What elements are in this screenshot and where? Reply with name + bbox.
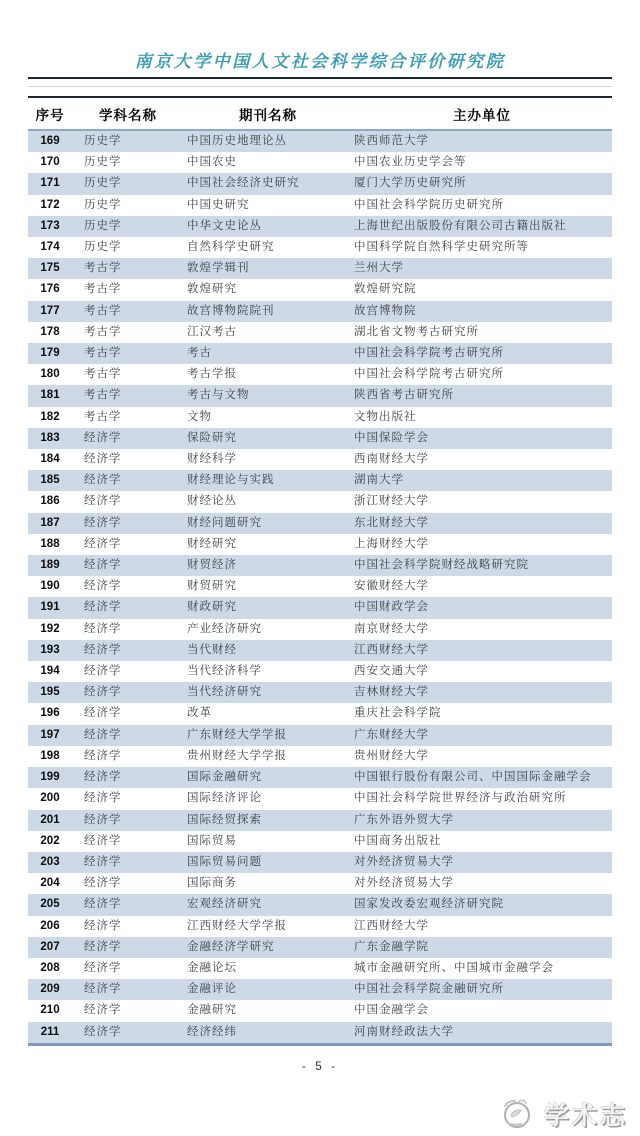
cell-journal: 金融经济学研究 bbox=[187, 940, 275, 953]
cell-journal: 当代经济研究 bbox=[187, 686, 262, 699]
cell-no: 210 bbox=[40, 1004, 60, 1017]
cell-no: 198 bbox=[40, 749, 60, 762]
cell-organizer: 陕西师范大学 bbox=[354, 135, 429, 147]
table-row bbox=[28, 301, 612, 322]
cell-journal: 财经问题研究 bbox=[187, 516, 262, 529]
table-row bbox=[28, 470, 612, 491]
table-row bbox=[28, 279, 612, 300]
cell-discipline: 经济学 bbox=[84, 453, 122, 466]
cell-discipline: 经济学 bbox=[84, 1004, 122, 1017]
table-row bbox=[28, 725, 612, 746]
table-row bbox=[28, 173, 612, 194]
title-divider bbox=[28, 77, 612, 79]
cell-organizer: 陕西省考古研究所 bbox=[354, 389, 454, 402]
cell-no: 173 bbox=[40, 219, 60, 232]
cell-journal: 江汉考古 bbox=[187, 325, 237, 338]
cell-journal: 经济经纬 bbox=[187, 1025, 237, 1038]
cell-no: 180 bbox=[40, 368, 60, 381]
cell-journal: 中国农史 bbox=[187, 156, 237, 169]
cell-organizer: 中国社会科学院财经战略研究院 bbox=[354, 559, 529, 572]
cell-no: 193 bbox=[40, 643, 60, 656]
cell-no: 196 bbox=[40, 707, 60, 720]
cell-discipline: 考古学 bbox=[84, 410, 122, 423]
cell-journal: 财经科学 bbox=[187, 453, 237, 466]
cell-organizer: 江西财经大学 bbox=[354, 643, 429, 656]
cell-organizer: 湖北省文物考古研究所 bbox=[354, 325, 479, 338]
cell-no: 181 bbox=[40, 389, 60, 402]
column-header-discipline: 学科名称 bbox=[72, 97, 184, 130]
cell-discipline: 经济学 bbox=[84, 665, 122, 678]
cell-discipline: 历史学 bbox=[84, 241, 122, 254]
cell-no: 183 bbox=[40, 431, 60, 444]
cell-no: 195 bbox=[40, 686, 60, 699]
table-row bbox=[28, 619, 612, 640]
table-row bbox=[28, 258, 612, 279]
table-row bbox=[28, 937, 612, 958]
table-row bbox=[28, 788, 612, 809]
cell-discipline: 考古学 bbox=[84, 347, 122, 360]
cell-discipline: 经济学 bbox=[84, 877, 122, 890]
table-row bbox=[28, 703, 612, 724]
cell-journal: 考古与文物 bbox=[187, 389, 250, 402]
cell-no: 194 bbox=[40, 665, 60, 678]
cell-journal: 故宫博物院院刊 bbox=[187, 304, 275, 317]
table-row bbox=[28, 640, 612, 661]
cell-organizer: 文物出版社 bbox=[354, 410, 417, 423]
cell-organizer: 中国农业历史学会等 bbox=[354, 156, 467, 169]
cell-journal: 财经理论与实践 bbox=[187, 474, 275, 487]
table-row bbox=[28, 979, 612, 1000]
cell-discipline: 经济学 bbox=[84, 961, 122, 974]
table-body bbox=[28, 130, 612, 1044]
table-row bbox=[28, 555, 612, 576]
cell-organizer: 湖南大学 bbox=[354, 474, 404, 487]
cell-organizer: 西安交通大学 bbox=[354, 665, 429, 678]
cell-organizer: 对外经济贸易大学 bbox=[354, 855, 454, 868]
cell-organizer: 浙江财经大学 bbox=[354, 495, 429, 508]
cell-discipline: 经济学 bbox=[84, 1025, 122, 1038]
cell-discipline: 经济学 bbox=[84, 643, 122, 656]
cell-organizer: 东北财经大学 bbox=[354, 516, 429, 529]
cell-no: 192 bbox=[40, 622, 60, 635]
table-header bbox=[28, 97, 612, 130]
cell-organizer: 中国社会科学院世界经济与政治研究所 bbox=[354, 792, 567, 805]
cell-no: 172 bbox=[40, 198, 60, 211]
cell-organizer: 南京财经大学 bbox=[354, 622, 429, 635]
table-row bbox=[28, 130, 612, 152]
cell-organizer: 江西财经大学 bbox=[354, 919, 429, 932]
table-row bbox=[28, 513, 612, 534]
cell-organizer: 城市金融研究所、中国城市金融学会 bbox=[354, 961, 554, 974]
cell-organizer: 中国金融学会 bbox=[354, 1004, 429, 1017]
cell-organizer: 安徽财经大学 bbox=[354, 580, 429, 593]
cell-discipline: 经济学 bbox=[84, 919, 122, 932]
column-header-journal: 期刊名称 bbox=[184, 97, 352, 130]
cell-organizer: 对外经济贸易大学 bbox=[354, 877, 454, 890]
cell-journal: 文物 bbox=[187, 410, 212, 423]
cell-no: 178 bbox=[40, 325, 60, 338]
cell-journal: 国际金融研究 bbox=[187, 771, 262, 784]
cell-no: 199 bbox=[40, 771, 60, 784]
cell-journal: 金融研究 bbox=[187, 1004, 237, 1017]
cell-organizer: 中国商务出版社 bbox=[354, 834, 442, 847]
cell-discipline: 经济学 bbox=[84, 431, 122, 444]
cell-journal: 金融论坛 bbox=[187, 961, 237, 974]
table-row bbox=[28, 385, 612, 406]
cell-discipline: 经济学 bbox=[84, 898, 122, 911]
cell-discipline: 考古学 bbox=[84, 389, 122, 402]
cell-organizer: 中国财政学会 bbox=[354, 601, 429, 614]
cell-organizer: 中国银行股份有限公司、中国国际金融学会 bbox=[354, 771, 592, 784]
cell-no: 197 bbox=[40, 728, 60, 741]
cell-discipline: 经济学 bbox=[84, 537, 122, 550]
cell-no: 174 bbox=[40, 241, 60, 254]
cell-journal: 国际经贸探索 bbox=[187, 813, 262, 826]
cell-journal: 财经论丛 bbox=[187, 495, 237, 508]
cell-organizer: 中国保险学会 bbox=[354, 431, 429, 444]
cell-discipline: 考古学 bbox=[84, 325, 122, 338]
cell-no: 189 bbox=[40, 559, 60, 572]
cell-no: 204 bbox=[40, 877, 60, 890]
cell-no: 179 bbox=[40, 347, 60, 360]
cell-organizer: 广东金融学院 bbox=[354, 940, 429, 953]
cell-no: 205 bbox=[40, 898, 60, 911]
cell-discipline: 经济学 bbox=[84, 940, 122, 953]
cell-journal: 自然科学史研究 bbox=[187, 241, 275, 254]
page-title: 南京大学中国人文社会科学综合评价研究院 bbox=[134, 52, 506, 71]
cell-journal: 中国历史地理论丛 bbox=[187, 135, 287, 147]
table-row bbox=[28, 534, 612, 555]
table-row bbox=[28, 958, 612, 979]
cell-discipline: 经济学 bbox=[84, 559, 122, 572]
cell-organizer: 中国社会科学院历史研究所 bbox=[354, 198, 504, 211]
cell-organizer: 中国社会科学院金融研究所 bbox=[354, 983, 504, 996]
cell-journal: 财贸经济 bbox=[187, 559, 237, 572]
cell-no: 169 bbox=[40, 135, 60, 147]
cell-discipline: 历史学 bbox=[84, 156, 122, 169]
cell-organizer: 厦门大学历史研究所 bbox=[354, 177, 467, 190]
watermark bbox=[499, 1096, 628, 1132]
cell-organizer: 中国社会科学院考古研究所 bbox=[354, 368, 504, 381]
cell-journal: 宏观经济研究 bbox=[187, 898, 262, 911]
column-header-no: 序号 bbox=[28, 97, 72, 130]
cell-discipline: 考古学 bbox=[84, 262, 122, 275]
cell-no: 187 bbox=[40, 516, 60, 529]
cell-no: 170 bbox=[40, 156, 60, 169]
cell-journal: 国际贸易问题 bbox=[187, 855, 262, 868]
table-row bbox=[28, 491, 612, 512]
table-row bbox=[28, 576, 612, 597]
page-number: - 5 - bbox=[301, 1058, 339, 1073]
cell-discipline: 经济学 bbox=[84, 707, 122, 720]
cell-discipline: 经济学 bbox=[84, 983, 122, 996]
cell-discipline: 经济学 bbox=[84, 622, 122, 635]
cell-journal: 财经研究 bbox=[187, 537, 237, 550]
table-row bbox=[28, 746, 612, 767]
cell-journal: 财政研究 bbox=[187, 601, 237, 614]
cell-organizer: 河南财经政法大学 bbox=[354, 1025, 454, 1038]
table-header-row bbox=[28, 97, 612, 130]
cell-no: 209 bbox=[40, 983, 60, 996]
xueshuzhi-logo-icon bbox=[499, 1096, 535, 1132]
cell-journal: 保险研究 bbox=[187, 431, 237, 444]
cell-journal: 产业经济研究 bbox=[187, 622, 262, 635]
cell-no: 184 bbox=[40, 453, 60, 466]
cell-no: 175 bbox=[40, 262, 60, 275]
table-row bbox=[28, 661, 612, 682]
table-row bbox=[28, 407, 612, 428]
cell-no: 188 bbox=[40, 537, 60, 550]
cell-discipline: 经济学 bbox=[84, 855, 122, 868]
cell-organizer: 贵州财经大学 bbox=[354, 749, 429, 762]
cell-no: 208 bbox=[40, 961, 60, 974]
cell-discipline: 考古学 bbox=[84, 368, 122, 381]
table-row bbox=[28, 364, 612, 385]
cell-discipline: 经济学 bbox=[84, 749, 122, 762]
cell-discipline: 历史学 bbox=[84, 177, 122, 190]
cell-discipline: 经济学 bbox=[84, 771, 122, 784]
cell-journal: 考古学报 bbox=[187, 368, 237, 381]
cell-journal: 财贸研究 bbox=[187, 580, 237, 593]
cell-organizer: 敦煌研究院 bbox=[354, 283, 417, 296]
cell-no: 207 bbox=[40, 940, 60, 953]
table-row bbox=[28, 343, 612, 364]
cell-journal: 广东财经大学学报 bbox=[187, 728, 287, 741]
table-row bbox=[28, 767, 612, 788]
cell-journal: 当代财经 bbox=[187, 643, 237, 656]
cell-no: 201 bbox=[40, 813, 60, 826]
cell-no: 211 bbox=[40, 1025, 60, 1038]
table-row bbox=[28, 597, 612, 618]
table-row bbox=[28, 852, 612, 873]
cell-journal: 中华文史论丛 bbox=[187, 219, 262, 232]
cell-no: 202 bbox=[40, 834, 60, 847]
cell-discipline: 经济学 bbox=[84, 834, 122, 847]
cell-organizer: 上海世纪出版股份有限公司古籍出版社 bbox=[354, 219, 567, 232]
cell-organizer: 广东外语外贸大学 bbox=[354, 813, 454, 826]
cell-organizer: 广东财经大学 bbox=[354, 728, 429, 741]
cell-no: 182 bbox=[40, 410, 60, 423]
cell-journal: 国际经济评论 bbox=[187, 792, 262, 805]
cell-organizer: 西南财经大学 bbox=[354, 453, 429, 466]
table-row bbox=[28, 810, 612, 831]
cell-journal: 考古 bbox=[187, 347, 212, 360]
cell-journal: 金融评论 bbox=[187, 983, 237, 996]
cell-journal: 敦煌研究 bbox=[187, 283, 237, 296]
cell-organizer: 故宫博物院 bbox=[354, 304, 417, 317]
cell-journal: 国际贸易 bbox=[187, 834, 237, 847]
cell-journal: 改革 bbox=[187, 707, 212, 720]
cell-journal: 中国史研究 bbox=[187, 198, 250, 211]
cell-no: 186 bbox=[40, 495, 60, 508]
table-row bbox=[28, 1000, 612, 1021]
table-row bbox=[28, 152, 612, 173]
cell-discipline: 经济学 bbox=[84, 728, 122, 741]
table-row bbox=[28, 216, 612, 237]
cell-discipline: 考古学 bbox=[84, 283, 122, 296]
table-row bbox=[28, 322, 612, 343]
table-row bbox=[28, 237, 612, 258]
cell-discipline: 经济学 bbox=[84, 580, 122, 593]
cell-no: 191 bbox=[40, 601, 60, 614]
cell-organizer: 重庆社会科学院 bbox=[354, 707, 442, 720]
cell-discipline: 考古学 bbox=[84, 304, 122, 317]
cell-journal: 国际商务 bbox=[187, 877, 237, 890]
cell-no: 200 bbox=[40, 792, 60, 805]
cell-discipline: 经济学 bbox=[84, 813, 122, 826]
table-row bbox=[28, 831, 612, 852]
cell-journal: 江西财经大学学报 bbox=[187, 919, 287, 932]
cell-no: 185 bbox=[40, 474, 60, 487]
table-row bbox=[28, 873, 612, 894]
cell-journal: 当代经济科学 bbox=[187, 665, 262, 678]
cell-no: 206 bbox=[40, 919, 60, 932]
cell-discipline: 经济学 bbox=[84, 792, 122, 805]
cell-no: 176 bbox=[40, 283, 60, 296]
cell-discipline: 历史学 bbox=[84, 219, 122, 232]
cell-no: 171 bbox=[40, 177, 60, 190]
cell-no: 177 bbox=[40, 304, 60, 317]
table-row bbox=[28, 916, 612, 937]
table-row bbox=[28, 428, 612, 449]
cell-journal: 敦煌学辑刊 bbox=[187, 262, 250, 275]
column-header-organizer: 主办单位 bbox=[352, 97, 612, 130]
cell-discipline: 历史学 bbox=[84, 198, 122, 211]
cell-discipline: 经济学 bbox=[84, 495, 122, 508]
table-top-divider bbox=[28, 86, 612, 87]
table-row bbox=[28, 449, 612, 470]
cell-discipline: 经济学 bbox=[84, 686, 122, 699]
cell-no: 203 bbox=[40, 855, 60, 868]
cell-journal: 贵州财经大学学报 bbox=[187, 749, 287, 762]
cell-discipline: 经济学 bbox=[84, 516, 122, 529]
journal-table bbox=[28, 96, 612, 1046]
cell-discipline: 经济学 bbox=[84, 474, 122, 487]
cell-journal: 中国社会经济史研究 bbox=[187, 177, 300, 190]
cell-organizer: 兰州大学 bbox=[354, 262, 404, 275]
cell-organizer: 上海财经大学 bbox=[354, 537, 429, 550]
cell-organizer: 吉林财经大学 bbox=[354, 686, 429, 699]
cell-organizer: 中国科学院自然科学史研究所等 bbox=[354, 241, 529, 254]
cell-organizer: 国家发改委宏观经济研究院 bbox=[354, 898, 504, 911]
cell-discipline: 历史学 bbox=[84, 135, 122, 147]
watermark-text: 学术志 bbox=[543, 1102, 628, 1130]
cell-no: 190 bbox=[40, 580, 60, 593]
table-row bbox=[28, 894, 612, 915]
cell-organizer: 中国社会科学院考古研究所 bbox=[354, 347, 504, 360]
table-row bbox=[28, 682, 612, 703]
table-row bbox=[28, 1022, 612, 1045]
table-row bbox=[28, 195, 612, 216]
cell-discipline: 经济学 bbox=[84, 601, 122, 614]
